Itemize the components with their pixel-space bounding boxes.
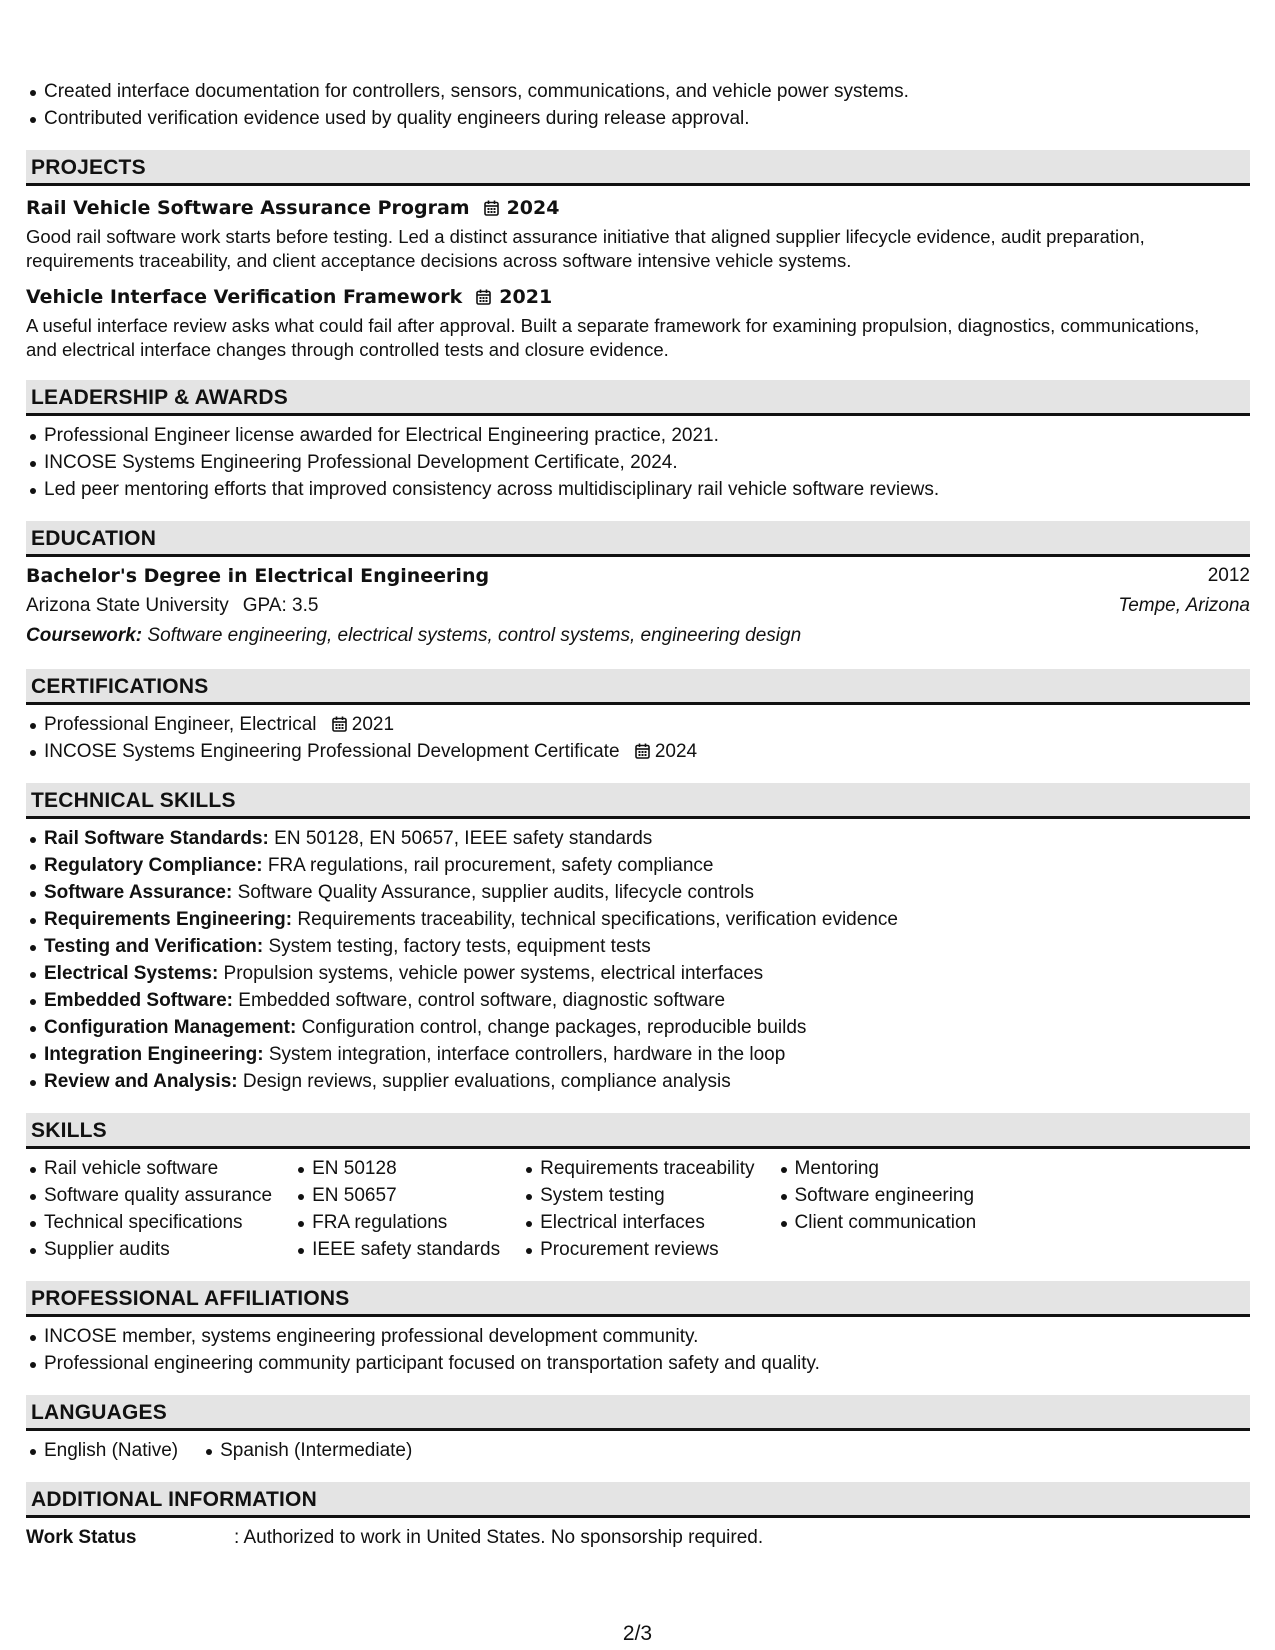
skill-item: Technical specifications [44, 1209, 272, 1236]
technical-skill-value: Requirements traceability, technical specifications, verification evidence [297, 909, 898, 930]
technical-skill-item [44, 1041, 1250, 1068]
calendar-icon [476, 289, 491, 305]
resume-content [26, 78, 1250, 1552]
project-title-row [26, 283, 1250, 311]
technical-skill-label: Requirements Engineering: [44, 909, 293, 930]
language-item: Spanish (Intermediate) [220, 1437, 412, 1464]
technical-skill-value: Design reviews, supplier evaluations, compliance analysis [242, 1071, 731, 1092]
leadership-bullet: Led peer mentoring efforts that improved consistency across multidisciplinary rail vehicle software reviews. [44, 476, 1250, 503]
experience-bullets [26, 78, 1250, 132]
project-description [26, 225, 1250, 273]
page-number: 2/3 [622, 1622, 653, 1645]
education-section [26, 521, 1250, 651]
technical-skill-label: Regulatory Compliance: [44, 855, 263, 876]
skill-item: IEEE safety standards [312, 1236, 500, 1263]
section-heading-education: EDUCATION [26, 521, 1250, 557]
projects-section [26, 150, 1250, 362]
info-row [26, 1524, 1250, 1552]
skill-item: Procurement reviews [540, 1236, 754, 1263]
project-description-line: A useful interface review asks what could fail after approval. Built a separate framework for examining propulsion, diagnostics, communications, [26, 315, 1200, 336]
languages-section [26, 1395, 1250, 1464]
section-heading-languages: LANGUAGES [26, 1395, 1250, 1431]
leadership-bullet: INCOSE Systems Engineering Professional Development Certificate, 2024. [44, 449, 1250, 476]
language-column [202, 1437, 412, 1464]
technical-skill-item [44, 933, 1250, 960]
language-list [26, 1437, 1250, 1464]
technical-skill-label: Rail Software Standards: [44, 828, 269, 849]
section-heading-certifications: CERTIFICATIONS [26, 669, 1250, 705]
affiliations-section [26, 1281, 1250, 1377]
section-heading-skills: SKILLS [26, 1113, 1250, 1149]
skill-item: FRA regulations [312, 1209, 500, 1236]
project-title: Vehicle Interface Verification Framework [26, 286, 463, 308]
technical-skill-value: Software Quality Assurance, supplier audits, lifecycle controls [237, 882, 754, 903]
skill-item: Supplier audits [44, 1236, 272, 1263]
skill-item: EN 50128 [312, 1155, 500, 1182]
education-school-row [26, 591, 1250, 621]
skills-grid [26, 1155, 1250, 1263]
project-title: Rail Vehicle Software Assurance Program [26, 197, 470, 219]
education-degree: Bachelor's Degree in Electrical Engineering [26, 565, 490, 587]
project-title-row [26, 194, 1250, 222]
certification-name: INCOSE Systems Engineering Professional Development Certificate [44, 741, 620, 762]
skill-item: System testing [540, 1182, 754, 1209]
technical-skill-label: Integration Engineering: [44, 1044, 264, 1065]
technical-skill-label: Software Assurance: [44, 882, 233, 903]
technical-skill-value: FRA regulations, rail procurement, safety compliance [267, 855, 714, 876]
language-item: English (Native) [44, 1437, 178, 1464]
affiliation-item: INCOSE member, systems engineering professional development community. [44, 1323, 1250, 1350]
calendar-icon [635, 743, 650, 759]
skills-section [26, 1113, 1250, 1263]
calendar-icon [332, 716, 347, 732]
technical-skill-value: EN 50128, EN 50657, IEEE safety standards [274, 828, 653, 849]
skill-item: Requirements traceability [540, 1155, 754, 1182]
project-description-line: Good rail software work starts before testing. Led a distinct assurance initiative that aligned supplier lifecycle evidence, audit preparation, [26, 226, 1145, 247]
section-heading-leadership: LEADERSHIP & AWARDS [26, 380, 1250, 416]
technical-skill-item [44, 852, 1250, 879]
certification-year: 2021 [351, 714, 395, 735]
technical-skill-item [44, 1068, 1250, 1095]
skill-item: EN 50657 [312, 1182, 500, 1209]
skill-item: Electrical interfaces [540, 1209, 754, 1236]
education-year: 2012 [1207, 565, 1250, 586]
technical-skill-label: Review and Analysis: [44, 1071, 238, 1092]
technical-skill-value: Configuration control, change packages, reproducible builds [301, 1017, 807, 1038]
technical-skills-section [26, 783, 1250, 1095]
additional-info-section [26, 1482, 1250, 1552]
calendar-icon [484, 200, 499, 216]
project-year: 2021 [499, 286, 553, 308]
technical-skill-label: Testing and Verification: [44, 936, 264, 957]
technical-skill-label: Configuration Management: [44, 1017, 297, 1038]
education-coursework [26, 621, 1250, 651]
technical-skill-item [44, 825, 1250, 852]
technical-skill-value: System testing, factory tests, equipment tests [268, 936, 651, 957]
skills-column [522, 1155, 754, 1263]
technical-skill-label: Electrical Systems: [44, 963, 219, 984]
project-description [26, 314, 1250, 362]
coursework-text: Software engineering, electrical systems, control systems, engineering design [147, 625, 802, 646]
leadership-bullet: Professional Engineer license awarded for Electrical Engineering practice, 2021. [44, 422, 1250, 449]
skill-item: Client communication [795, 1209, 977, 1236]
technical-skill-item [44, 879, 1250, 906]
project-item [26, 283, 1250, 362]
project-description-line: requirements traceability, and client acceptance decisions across software intensive vehicle systems. [26, 250, 852, 271]
technical-skill-item [44, 960, 1250, 987]
skill-item: Mentoring [795, 1155, 977, 1182]
technical-skill-label: Embedded Software: [44, 990, 233, 1011]
skill-item: Rail vehicle software [44, 1155, 272, 1182]
technical-skill-item [44, 987, 1250, 1014]
skill-item: Software quality assurance [44, 1182, 272, 1209]
experience-bullet: Created interface documentation for controllers, sensors, communications, and vehicle power systems. [44, 78, 1250, 105]
education-school: Arizona State University [26, 595, 229, 616]
project-year: 2024 [506, 197, 560, 219]
certification-name: Professional Engineer, Electrical [44, 714, 317, 735]
section-heading-projects: PROJECTS [26, 150, 1250, 186]
info-label: Work Status [26, 1527, 137, 1548]
certification-item [44, 711, 1250, 738]
experience-bullet: Contributed verification evidence used by quality engineers during release approval. [44, 105, 1250, 132]
technical-skill-item [44, 1014, 1250, 1041]
info-value: : Authorized to work in United States. No sponsorship required. [234, 1527, 764, 1548]
section-heading-technical-skills: TECHNICAL SKILLS [26, 783, 1250, 819]
coursework-label: Coursework: [26, 625, 143, 646]
project-item [26, 194, 1250, 273]
affiliation-list [26, 1323, 1250, 1377]
certification-item [44, 738, 1250, 765]
skill-item: Software engineering [795, 1182, 977, 1209]
technical-skill-value: Propulsion systems, vehicle power systems, electrical interfaces [223, 963, 764, 984]
education-degree-row [26, 561, 1250, 591]
affiliation-item: Professional engineering community participant focused on transportation safety and quality. [44, 1350, 1250, 1377]
skills-column [26, 1155, 272, 1263]
education-gpa: GPA: 3.5 [242, 595, 319, 616]
project-description-line: and electrical interface changes through controlled tests and closure evidence. [26, 339, 669, 360]
certification-list [26, 711, 1250, 765]
certification-year: 2024 [654, 741, 698, 762]
section-heading-additional-info: ADDITIONAL INFORMATION [26, 1482, 1250, 1518]
technical-skills-list [26, 825, 1250, 1095]
leadership-bullets [26, 422, 1250, 503]
skills-column [294, 1155, 500, 1263]
education-location: Tempe, Arizona [1118, 595, 1250, 616]
skills-column [777, 1155, 977, 1263]
leadership-section [26, 380, 1250, 503]
certifications-section [26, 669, 1250, 765]
technical-skill-item [44, 906, 1250, 933]
technical-skill-value: System integration, interface controllers, hardware in the loop [268, 1044, 786, 1065]
section-heading-affiliations: PROFESSIONAL AFFILIATIONS [26, 1281, 1250, 1317]
technical-skill-value: Embedded software, control software, diagnostic software [238, 990, 726, 1011]
language-column [26, 1437, 178, 1464]
